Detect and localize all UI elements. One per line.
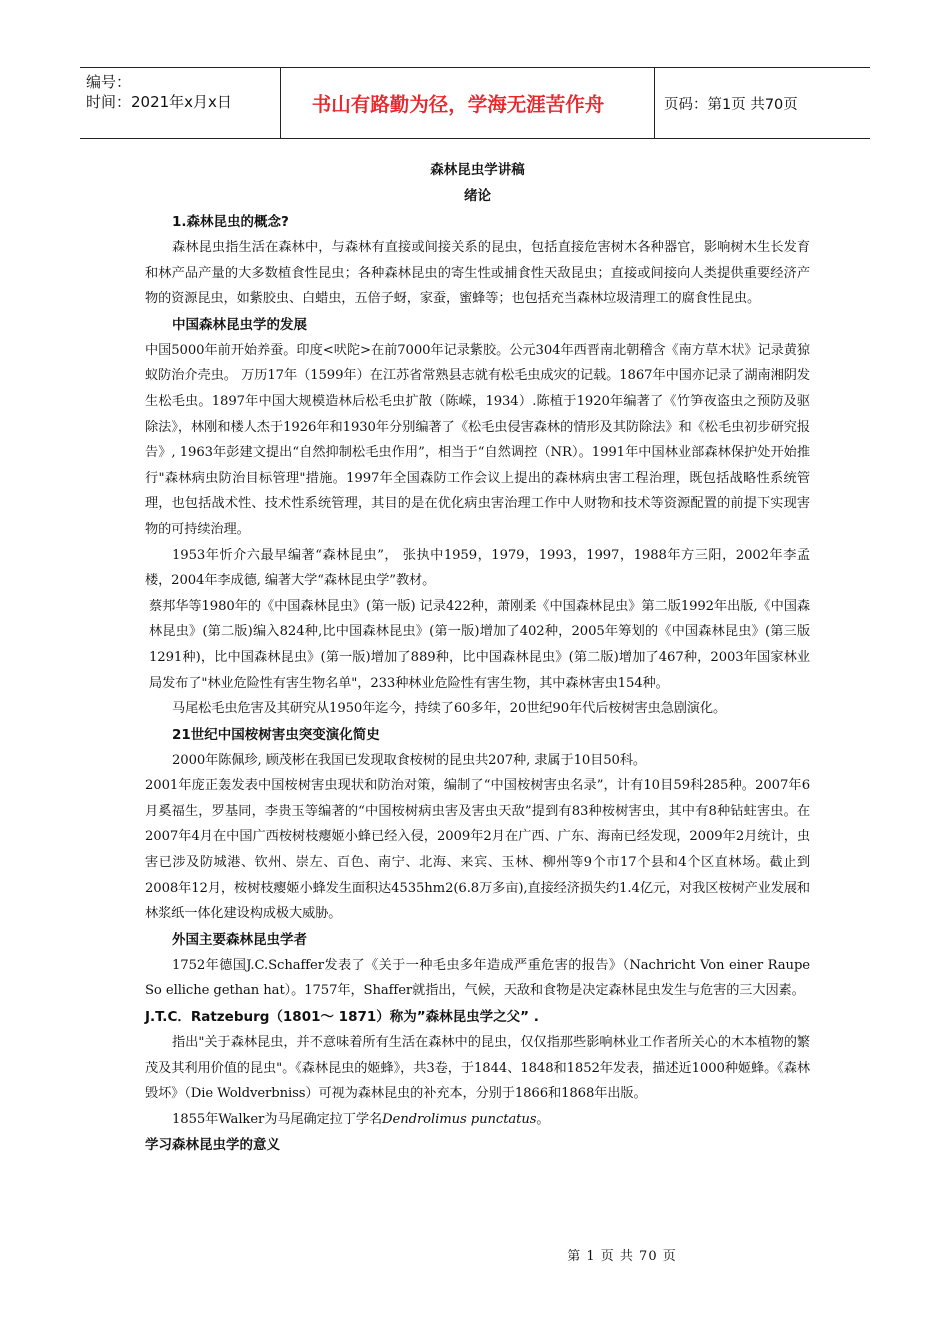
walker-text-prefix: 1855年Walker为马尾确定拉丁学名	[172, 1111, 383, 1127]
section-heading-china-history: 中国森林昆虫学的发展	[172, 316, 307, 333]
paragraph-forest-insects-of-china: 蔡邦华等1980年的《中国森林昆虫》(第一版) 记录422种，萧刚柔《中国森林昆虫》第二版1992年出版,《中国森林昆虫》(第二版)编入824种,比中国森林昆虫》(第一版)增加了402种，2005年筹划的《中国森林昆虫》(第三版1291种)，比中国森林昆虫》(第一版)增加了889种，比中国森林昆虫》(第二版)增加了467种，2003年国家林业局发布了"林业危险性有害生物名单"，233种林业危险性有害生物，其中森林害虫154种。	[149, 598, 810, 691]
footer-page-number: 第 1 页 共 70 页	[567, 1249, 677, 1264]
document-time-label: 时间：2021年x月x日	[86, 93, 232, 111]
document-number-label: 编号：	[86, 73, 132, 91]
walker-text-suffix: 。	[536, 1111, 550, 1127]
header-divider-left	[280, 68, 281, 138]
paragraph-walker	[145, 1107, 810, 1133]
header-meta	[86, 72, 276, 112]
latin-species-name: Dendrolimus punctatus	[382, 1111, 537, 1127]
section-heading-significance: 学习森林昆虫学的意义	[145, 1137, 280, 1154]
paragraph-pine-caterpillar: 马尾松毛虫危害及其研究从1950年迄今，持续了60多年，20世纪90年代后桉树害虫急剧演化。	[172, 701, 727, 717]
paragraph-ratzeburg: 指出"关于森林昆虫，并不意味着所有生活在森林中的昆虫，仅仅指那些影响林业工作者所关心的木本植物的繁茂及其利用价值的昆虫"。《森林昆虫的姬蜂》，共3卷，于1844、1848和1852年发表，描述近1000种姬蜂。《森林毁坏》（Die Woldverbniss）可视为森林昆虫的补充本，分别于1866和1868年出版。	[145, 1035, 810, 1102]
section-heading-eucalyptus: 21世纪中国桉树害虫突变演化简史	[172, 726, 380, 743]
header-page-label: 页码：第1页 共70页	[664, 96, 798, 113]
paragraph-china-history: 中国5000年前开始养蚕。印度<吠陀>在前7000年记录紫胶。公元304年西晋南北朝稽含《南方草木状》记录黄猄蚁防治介壳虫。 万历17年（1599年）在江苏省常熟县志就有松毛虫成灾的记载。1867年中国亦记录了湖南湘阴发生松毛虫。1897年中国大规模造林后松毛虫扩散（陈嵘，1934）.陈植于1920年编著了《竹笋夜盗虫之预防及驱除法》，林刚和楼人杰于1926年和1930年分别编著了《松毛虫侵害森林的情形及其防除法》和《松毛虫初步研究报告》, 1963年彭建文提出“自然抑制松毛虫作用”，相当于“自然调控（NR）。1991年中国林业部森林保护处开始推行"森林病虫防治目标管理"措施。1997年全国森防工作会议上提出的森林病虫害工程治理，既包括战略性系统管理，也包括战术性、技术性系统管理，其目的是在优化病虫害治理工作中人财物和技术等资源配置的前提下实现害物的可持续治理。	[145, 342, 810, 537]
paragraph-eucalyptus-2001: 2001年庞正轰发表中国桉树害虫现状和防治对策，编制了“中国桉树害虫名录”，计有10目59科285种。2007年6月奚福生，罗基同，李贵玉等编著的“中国桉树病虫害及害虫天敌”提到有83种桉树害虫，其中有8种钻蛀害虫。在2007年4月在中国广西桉树枝瘿姬小蜂已经入侵，2009年2月在广西、广东、海南已经发现，2009年2月统计，虫害已涉及防城港、钦州、崇左、百色、南宁、北海、来宾、玉林、柳州等9个市17个县和4个区直林场。截止到2008年12月，桉树枝瘿姬小蜂发生面积达4535hm2(6.8万多亩),直接经济损失约1.4亿元，对我区桉树产业发展和林浆纸一体化建设构成极大威胁。	[145, 778, 810, 922]
document-subtitle: 绪论	[464, 188, 491, 204]
section-heading-concept: 1.森林昆虫的概念?	[172, 214, 289, 230]
paragraph-eucalyptus-2000: 2000年陈佩珍, 顾茂彬在我国已发现取食桉树的昆虫共207种, 隶属于10目50科。	[172, 752, 647, 768]
header-divider-right	[654, 68, 655, 138]
page-footer	[0, 1245, 950, 1264]
paragraph-concept: 森林昆虫指生活在森林中，与森林有直接或间接关系的昆虫，包括直接危害树木各种器官，影响树木生长发育和林产品产量的大多数植食性昆虫；各种森林昆虫的寄生性或捕食性天敌昆虫；直接或间接向人类提供重要经济产物的资源昆虫，如紫胶虫、白蜡虫，五倍子蚜，家蚕，蜜蜂等；也包括充当森林垃圾清理工的腐食性昆虫。	[145, 240, 810, 307]
paragraph-textbooks: 1953年忻介六最早编著“森林昆虫”， 张执中1959，1979，1993，1997，1988年方三阳，2002年李孟楼，2004年李成德, 编著大学“森林昆虫学”教材。	[145, 547, 810, 589]
document-body	[145, 157, 810, 1158]
header-motto: 书山有路勤为径，学海无涯苦作舟	[311, 93, 605, 116]
section-heading-ratzeburg: J.T.C．Ratzeburg（1801～ 1871）称为”森林昆虫学之父” .	[145, 1009, 539, 1026]
document-title: 森林昆虫学讲稿	[430, 162, 525, 178]
page-header	[80, 67, 870, 139]
paragraph-schaffer: 1752年德国J.C.Schaffer发表了《关于一种毛虫多年造成严重危害的报告》（Nachricht Von einer Raupe So elliche gethan hat）。1757年，Shaffer就指出，气候，天敌和食物是决定森林昆虫发生与危害的三大因素。	[145, 957, 810, 999]
section-heading-foreign-scholars: 外国主要森林昆虫学者	[172, 931, 307, 948]
